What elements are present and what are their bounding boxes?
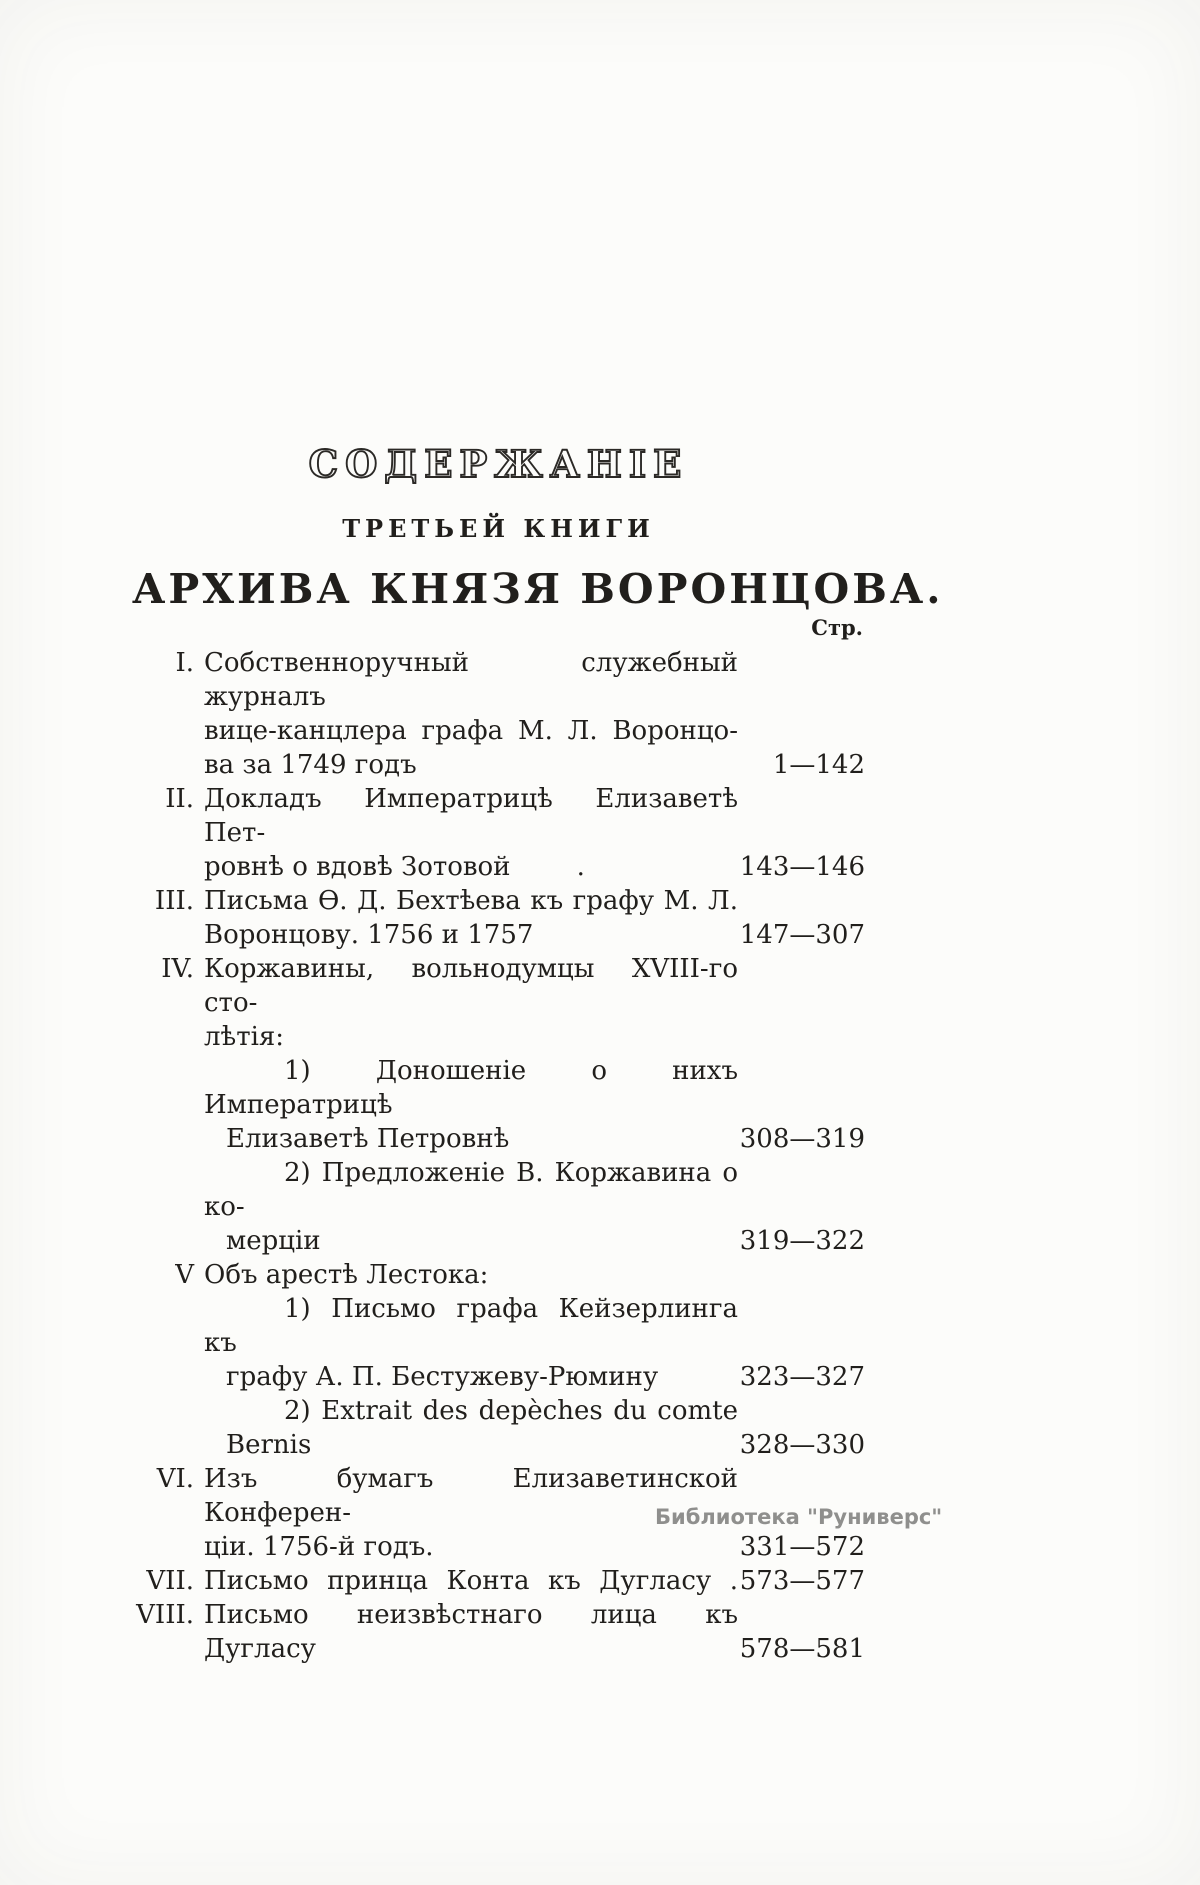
entry-text [204,1156,738,1258]
entry-line: ровнѣ о вдовѣ Зотовой . [204,852,585,882]
toc-entry [132,884,865,952]
entry-number [132,1292,204,1394]
entry-text [204,1054,738,1156]
entry-number: VIII. [136,1600,194,1630]
toc-entry [132,646,865,782]
toc-entry [132,1156,865,1258]
toc-title: СОДЕРЖАНІЕ [308,442,689,486]
entry-line: Письмо принца Конта къ Дугласу . [204,1566,738,1596]
entry-pages: 308—319 [739,1124,865,1154]
entry-number: II. [165,784,194,814]
toc-entry [132,1054,865,1156]
entry-number: VI. [156,1464,194,1494]
entry-number [132,1394,204,1462]
entry-line: графу А. П. Бестужеву-Рюмину [226,1362,659,1392]
entry-line: Докладъ Императрицѣ Елизаветѣ Пет- [204,784,738,848]
entry-line: 1) Доношеніе о нихъ Императрицѣ [204,1056,738,1120]
entry-text [204,782,738,884]
entry-line: Собственноручный служебный журналъ [204,648,738,712]
book-title: АРХИВА КНЯЗЯ ВОРОНЦОВА. [132,565,944,613]
entry-text [204,1598,738,1666]
entry-line: 1) Письмо графа Кейзерлинга къ [204,1294,738,1358]
entry-pages: 331—572 [739,1532,865,1562]
entry-line: Воронцову. 1756 и 1757 [204,920,534,950]
entry-line: Объ арестѣ Лестока: [204,1260,489,1290]
entry-line: Изъ бумагъ Елизаветинской Конферен- [204,1464,738,1528]
entry-text [204,1258,738,1292]
entry-pages: 143—146 [739,852,865,882]
entry-text [204,1394,738,1462]
watermark-text: Библиотека "Руниверс" [655,1505,943,1529]
entry-pages: 147—307 [739,920,865,950]
entry-line: мерціи [226,1226,321,1256]
pages-column-label: Стр. [811,615,863,640]
entry-line: Bernis [226,1430,312,1460]
toc-entry [132,1292,865,1394]
entry-pages: 578—581 [739,1634,865,1664]
entry-pages: 573—577 [739,1566,865,1596]
toc-content [132,442,944,1666]
entry-number: I. [175,648,194,678]
entry-text [204,1564,738,1598]
toc-entry [132,782,865,884]
entry-pages: 323—327 [739,1362,865,1392]
entry-pages: 328—330 [739,1430,865,1460]
entry-line: Коржавины, вольнодумцы XVIII-го сто- [204,954,738,1018]
entry-pages: 319—322 [739,1226,865,1256]
entry-line: 2) Extrait des depèches du comte [284,1396,738,1426]
entry-pages: 1—142 [772,750,865,780]
entry-text [204,884,738,952]
entry-line: ва за 1749 годъ [204,750,417,780]
toc-entry [132,952,865,1054]
entry-text [204,646,738,782]
toc-entry [132,1258,865,1292]
entry-text [204,952,738,1054]
entry-number [132,1156,204,1258]
toc-entry [132,1564,865,1598]
entry-text [204,1292,738,1394]
toc-subtitle: ТРЕТЬЕЙ КНИГИ [342,514,655,543]
entry-line: лѣтія: [204,1022,285,1052]
toc-entry [132,1598,865,1666]
entry-line: вице-канцлера графа М. Л. Воронцо- [204,716,738,746]
entry-number: V [175,1260,194,1290]
entry-line: Письмо неизвѣстнаго лица къ Дугласу [204,1600,738,1664]
entry-line: Письма Ѳ. Д. Бехтѣева къ графу М. Л. [204,886,738,916]
entry-number: VII. [146,1566,194,1596]
entry-line: Елизаветѣ Петровнѣ [226,1124,510,1154]
entry-number [132,1054,204,1156]
entry-line: 2) Предложеніе В. Коржавина о ко- [204,1158,738,1222]
entry-number: IV. [161,954,194,984]
entry-number: III. [154,886,194,916]
toc-entry [132,1394,865,1462]
entry-line: ціи. 1756-й годъ. [204,1532,434,1562]
